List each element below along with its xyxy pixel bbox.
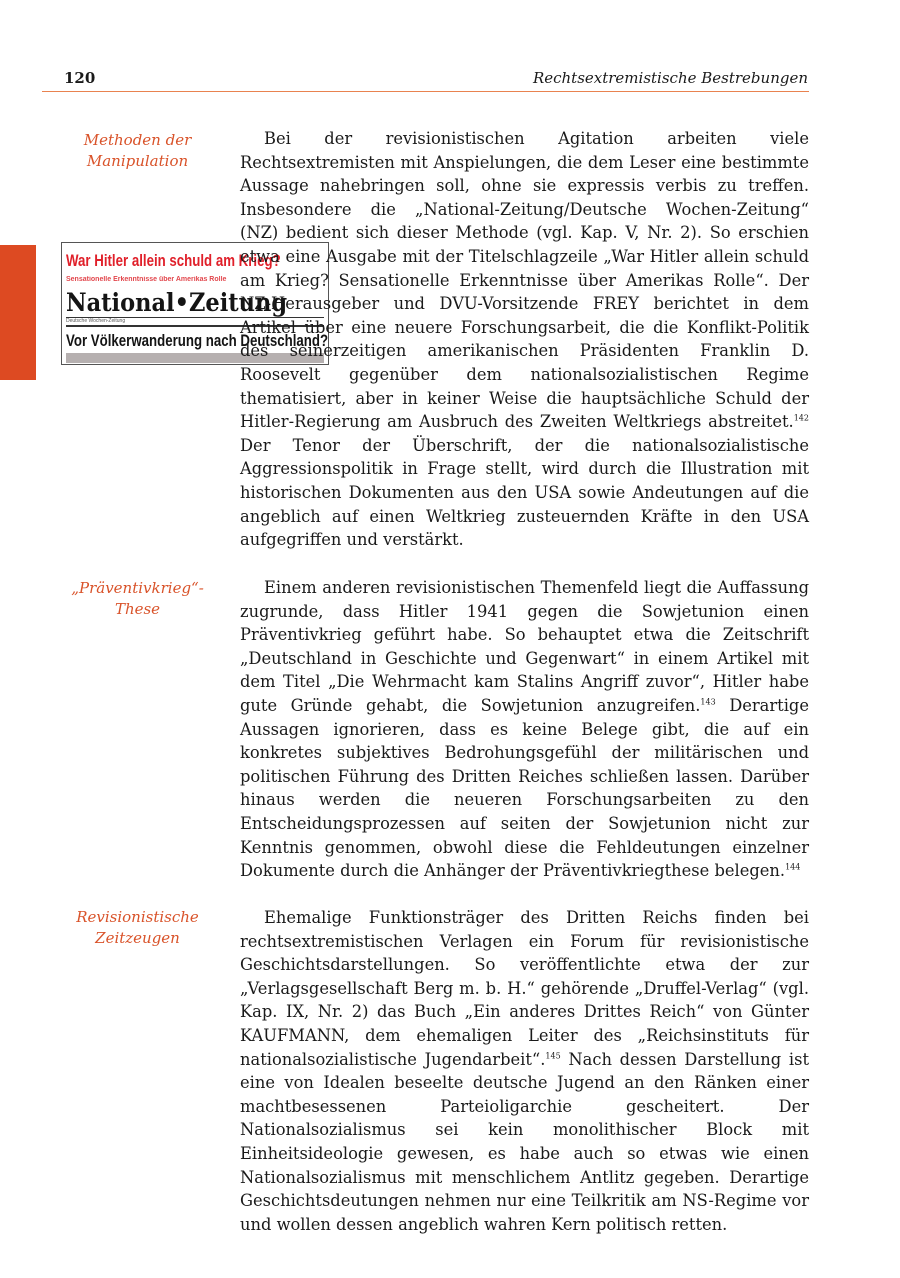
clipping-masthead: National•Zeitung <box>66 288 288 317</box>
paragraph-2 <box>240 576 809 883</box>
paragraph-2-text: Einem anderen revisionistischen Themenfeld liegt die Auffassung zugrunde, dass Hitler 1941 gegen die Sowjetunion einen Präventivkrieg geführt habe. So behauptet etwa die Zeitschrift „Deutschland in Geschichte und Gegenwart“ in einem Artikel mit dem Titel „Die Wehrmacht kam Stalins Angriff zuvor“, Hitler habe gute Gründe gehabt, die Sowjetunion anzugreifen. <box>240 578 809 715</box>
footnote-142: 142 <box>793 413 809 423</box>
paragraph-3-text: Ehemalige Funktionsträger des Dritten Reichs finden bei rechtsextremistischen Verlagen ein Forum für revisionistische Geschichtsdarstellungen. So veröffentlichte etwa der zur „Verlagsgesellschaft Berg m. b. H.“ gehörende „Druffel-Verlag“ (vgl. Kap. IX, Nr. 2) das Buch „Ein anderes Drittes Reich“ von Günter KAUFMANN, dem ehemaligen Leiter des „Reichsinstituts für nationalsozialistische Jugendarbeit“. <box>240 908 809 1069</box>
footnote-144: 144 <box>785 862 801 872</box>
paragraph-3-text-cont: Nach dessen Darstellung ist eine von Idealen beseelte deutsche Jugend an den Ränken einer machtbesessenen Parteioligarchie gescheitert. Der Nationalsozialismus sei kein monolithischer Block mit Einheitsideologie gewesen, es habe auch so etwas wie einen Nationalsozialismus mit menschlichem Antlitz gegeben. Derartige Geschichtsdeutungen nehmen nur eine Teilkritik am NS-Regime vor und wollen dessen angeblich wahren Kern politisch retten. <box>240 1049 809 1234</box>
paragraph-1 <box>240 127 809 552</box>
footnote-143: 143 <box>700 697 716 707</box>
paragraph-2-text-cont: Derartige Aussagen ignorieren, dass es keine Belege gibt, die auf ein konkretes subjektives Bedrohungsgefühl der militärischen und politischen Führung des Dritten Reiches schließen lassen. Darüber hinaus werden die neueren Forschungsarbeiten zu den Entscheidungsprozessen auf seiten der Sowjetunion nicht zur Kenntnis genommen, obwohl diese die Fehldeutungen einzelner Dokumente durch die Anhänger der Präventivkriegthese belegen. <box>240 695 809 881</box>
float-spacer <box>0 223 106 389</box>
paragraph-1-text-cont: Der Tenor der Überschrift, der die nationalsozialistische Aggressionspolitik in Frage stellt, wird durch die Illustration mit historischen Dokumenten aus den USA sowie Andeutungen auf die angeblich auf einen Weltkrieg zusteuernden Kräfte in den USA aufgegriffen und verstärkt. <box>240 435 809 550</box>
margin-note-praeventivkrieg: „Präventivkrieg“-These <box>71 579 204 618</box>
margin-note-methoden: Methoden der Manipulation <box>83 131 192 170</box>
paragraph-3 <box>240 906 809 1236</box>
running-head: Rechtsextremistische Bestrebungen <box>532 69 808 87</box>
footnote-145: 145 <box>545 1051 561 1061</box>
clipping-headline: War Hitler allein schuld am Krieg? <box>66 251 281 270</box>
body-text-section-1 <box>240 127 809 552</box>
page-number: 120 <box>64 69 96 87</box>
clipping-bottom-headline: Vor Völkerwanderung nach Deutschland? <box>66 331 329 350</box>
header-rule <box>42 91 809 92</box>
body-text-section-3 <box>240 906 809 1236</box>
clipping-dateline: Deutsche Wochen-Zeitung <box>66 318 126 324</box>
body-text-section-2 <box>240 576 809 883</box>
clipping-subheadline: Sensationelle Erkenntnisse über Amerikas Rolle <box>66 276 227 283</box>
margin-note-zeitzeugen: Revisionistische Zeitzeugen <box>76 908 199 947</box>
paragraph-1-text: Bei der revisionistischen Agitation arbeiten viele Rechtsextremisten mit Anspielungen, die dem Leser eine bestimmte Aussage nahebringen soll, ohne sie expressis verbis zu treffen. Insbesondere die „National-Zeitung/Deutsche Wochen-Zeitung“ (NZ) bedient sich dieser Methode (vgl. Kap. V, Nr. 2). So erschien etwa eine Ausgabe mit der Titelschlagzeile „War Hitler allein schuld am Krieg? Sensationelle Erkenntnisse über Amerikas Rolle“. Der NZ-Herausgeber und DVU-Vorsitzende FREY berichtet in dem Artikel über eine neuere Forschungsarbeit, die die Konflikt-Politik des seinerzeitigen amerikanischen Präsidenten Franklin D. Roosevelt gegenüber dem nationalsozialistischen Regime thematisiert, aber in keiner Weise die hauptsächliche Schuld der Hitler-Regierung am Ausbruch des Zweiten Weltkriegs abstreitet. <box>240 129 809 432</box>
